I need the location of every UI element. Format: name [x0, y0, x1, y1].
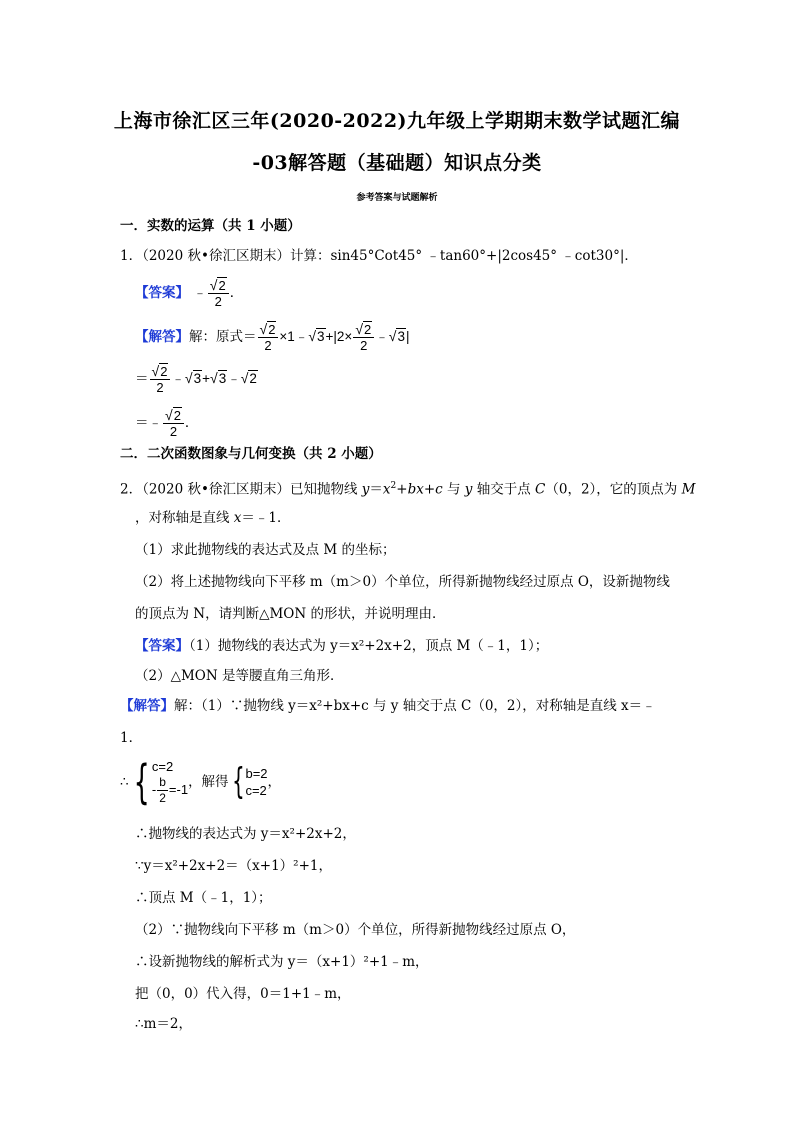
q2-stem-line1: 2．（2020 秋•徐汇区期末）已知抛物线 $y=x^2+bx+c$ 与 y 轴交于点 C（0，2），它的顶点为 M [120, 481, 696, 498]
fraction-sqrt2-over-2: $\frac{√2}{2}$ [258, 322, 279, 353]
equals: ＝ [135, 371, 149, 387]
q2-equation-system: ∴{ c=2 - $\frac{b}{2}$ =-1 ，解得{ b=2 c=2 ， [120, 755, 282, 809]
operator: + [202, 371, 211, 386]
q1-number: 1． [120, 248, 143, 264]
operator: ﹣ [227, 371, 241, 386]
q2-part2-line1: （2）将上述抛物线向下平移 m（m＞0）个单位，所得新抛物线经过原点 O，设新抛物线 [135, 574, 670, 590]
q1-solution-line1 [135, 322, 409, 353]
fraction-sqrt2-over-2: $\frac{√2}{2}$ [208, 278, 229, 309]
q2-solution-line4: ∵y＝x²+2x+2＝（x+1）²+1， [135, 858, 332, 874]
q2-answer-line1 [135, 636, 548, 656]
q2-stem-line2: ，对称轴是直线 x＝﹣1． [135, 510, 291, 526]
q2-solution-line8: 把（0，0）代入得，0＝1+1﹣m， [135, 986, 351, 1002]
minus-sign: ﹣ [193, 285, 207, 301]
operator: ﹣ [171, 371, 185, 386]
system-right: b=2 c=2 [245, 766, 268, 798]
system-left: c=2 - $\frac{b}{2}$ =-1 [151, 759, 189, 805]
solve-text: ，解得 [188, 774, 229, 790]
sqrt3: √3 [308, 328, 325, 344]
section2-heading: 二．二次函数图象与几何变换（共 2 小题） [120, 446, 382, 462]
q2-solution-line1 [120, 696, 656, 716]
sqrt3: √3 [388, 328, 405, 344]
q1-text: （2020 秋•徐汇区期末）计算：sin45°Cot45° ﹣tan60°+|2cos45° ﹣cot30°|． [142, 248, 638, 264]
fraction-sqrt2-over-2: $\frac{√2}{2}$ [150, 364, 171, 395]
q2-answer-line2: （2）△MON 是等腰直角三角形． [135, 668, 344, 684]
equals-negative: ＝﹣ [135, 415, 162, 431]
solution-label: 【解答】 [120, 698, 174, 714]
document-subtitle: 参考答案与试题解析 [356, 193, 438, 203]
solution-prefix: 解：原式＝ [189, 329, 257, 345]
period: ． [184, 415, 199, 431]
q1-stem [120, 246, 638, 266]
sqrt3: √3 [210, 370, 227, 386]
abs-bar: | [405, 329, 410, 344]
operator: ﹣ [375, 329, 389, 344]
operator: ×1﹣ [279, 329, 309, 344]
q2-part1: （1）求此抛物线的表达式及点 M 的坐标； [135, 542, 396, 558]
answer-text: （1）抛物线的表达式为 y＝x²+2x+2，顶点 M（﹣1，1）； [189, 638, 549, 654]
fraction-sqrt2-over-2: $\frac{√2}{2}$ [163, 408, 184, 439]
q2-solution-line5: ∴顶点 M（﹣1，1）； [135, 890, 272, 906]
q2-solution-line6: （2）∵抛物线向下平移 m（m＞0）个单位，所得新抛物线经过原点 O， [135, 922, 576, 938]
section1-heading: 一．实数的运算（共 1 小题） [120, 218, 301, 234]
document-title-line2: -03解答题（基础题）知识点分类 [252, 152, 542, 174]
q1-solution-line2 [135, 364, 258, 395]
solution-text: 解：（1）∵抛物线 y＝x²+bx+c 与 y 轴交于点 C（0，2），对称轴是直线 x＝﹣ [174, 698, 656, 714]
period: ． [229, 285, 244, 301]
operator: +|2× [325, 329, 353, 344]
fraction-sqrt2-over-2: $\frac{√2}{2}$ [353, 322, 374, 353]
solution-label: 【解答】 [135, 329, 189, 345]
q2-part2-line2: 的顶点为 N，请判断△MON 的形状，并说明理由． [135, 606, 446, 622]
document-title-line1: 上海市徐汇区三年(2020-2022)九年级上学期期末数学试题汇编 [113, 110, 681, 132]
answer-label: 【答案】 [135, 638, 189, 654]
text: （2020 秋•徐汇区期末）已知抛物线 [142, 481, 362, 498]
answer-label: 【答案】 [135, 285, 189, 301]
q2-solution-line2: 1． [120, 730, 143, 746]
therefore-sign: ∴ [120, 774, 129, 790]
q1-solution-line3 [135, 408, 198, 439]
q2-solution-line9: ∴m＝2， [135, 1016, 192, 1032]
sqrt3: √3 [184, 370, 202, 386]
sqrt2: √2 [240, 370, 257, 386]
q2-number: 2． [120, 481, 143, 498]
q1-answer [135, 278, 243, 309]
q2-solution-line7: ∴设新抛物线的解析式为 y＝（x+1）²+1﹣m， [135, 954, 429, 970]
q2-solution-line3: ∴抛物线的表达式为 y＝x²+2x+2， [135, 826, 356, 842]
